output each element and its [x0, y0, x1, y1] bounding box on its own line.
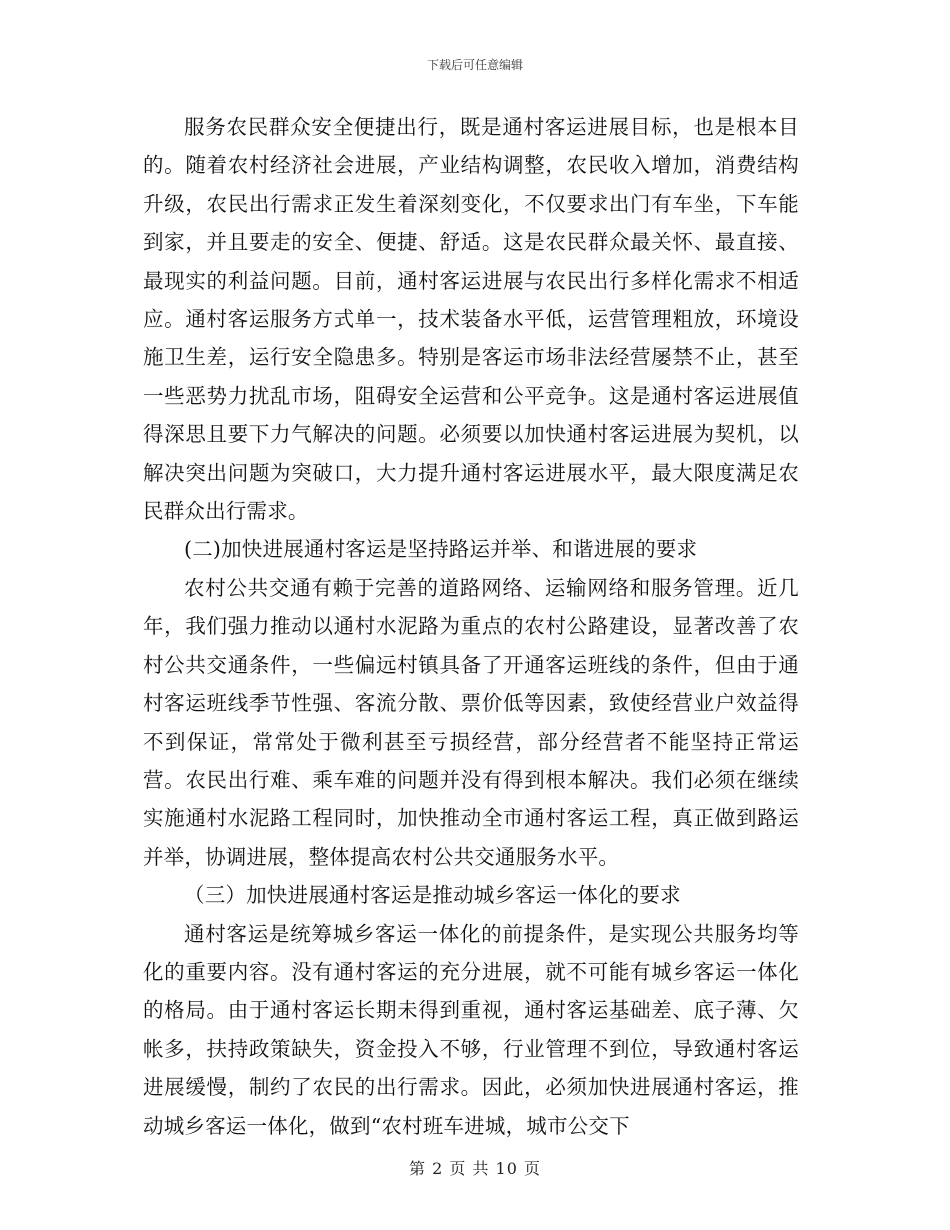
section-heading-2: (二)加快进展通村客运是坚持路运并举、和谐进展的要求 — [184, 537, 698, 562]
page-header: 下载后可任意编辑 — [426, 58, 523, 72]
paragraph-1: 服务农民群众安全便捷出行，既是通村客运进展目标，也是根本目的。随着农村经济社会进展，产业结构调整，农民收入增加，消费结构升级，农民出行需求正发生着深刻变化，不仅要求出门有车坐，下车能到家，并且要走的安全、便捷、舒适。这是农民群众最关怀、最直接、最现实的利益问题。目前，通村客运进展与农民出行多样化需求不相适应。通村客运服务方式单一，技术装备水平低，运营管理粗放，环境设施卫生差，运行安全隐患多。特别是客运市场非法经营屡禁不止，甚至一些恶势力扰乱市场，阻碍安全运营和公平竞争。这是通村客运进展值得深思且要下力气解决的问题。必须要以加快通村客运进展为契机，以解决突出问题为突破口，大力提升通村客运进展水平，最大限度满足农民群众出行需求。 — [143, 115, 799, 524]
paragraph-3: 通村客运是统筹城乡客运一体化的前提条件，是实现公共服务均等化的重要内容。没有通村客运的充分进展，就不可能有城乡客运一体化的格局。由于通村客运长期未得到重视，通村客运基础差、底子薄、欠帐多，扶持政策缺失，资金投入不够，行业管理不到位，导致通村客运进展缓慢，制约了农民的出行需求。因此，必须加快进展通村客运，推动城乡客运一体化，做到“农村班车进城，城市公交下 — [143, 921, 799, 1138]
document-body — [143, 108, 799, 1145]
section-heading-3: （三）加快进展通村客运是推动城乡客运一体化的要求 — [184, 883, 681, 908]
page-number-footer: 第 2 页 共 10 页 — [409, 1159, 541, 1178]
paragraph-2: 农村公共交通有赖于完善的道路网络、运输网络和服务管理。近几年，我们强力推动以通村水泥路为重点的农村公路建设，显著改善了农村公共交通条件，一些偏远村镇具备了开通客运班线的条件，但由于通村客运班线季节性强、客流分散、票价低等因素，致使经营业户效益得不到保证，常常处于微利甚至亏损经营，部分经营者不能坚持正常运营。农民出行难、乘车难的问题并没有得到根本解决。我们必须在继续实施通村水泥路工程同时，加快推动全市通村客运工程，真正做到路运并举，协调进展，整体提高农村公共交通服务水平。 — [143, 575, 799, 869]
